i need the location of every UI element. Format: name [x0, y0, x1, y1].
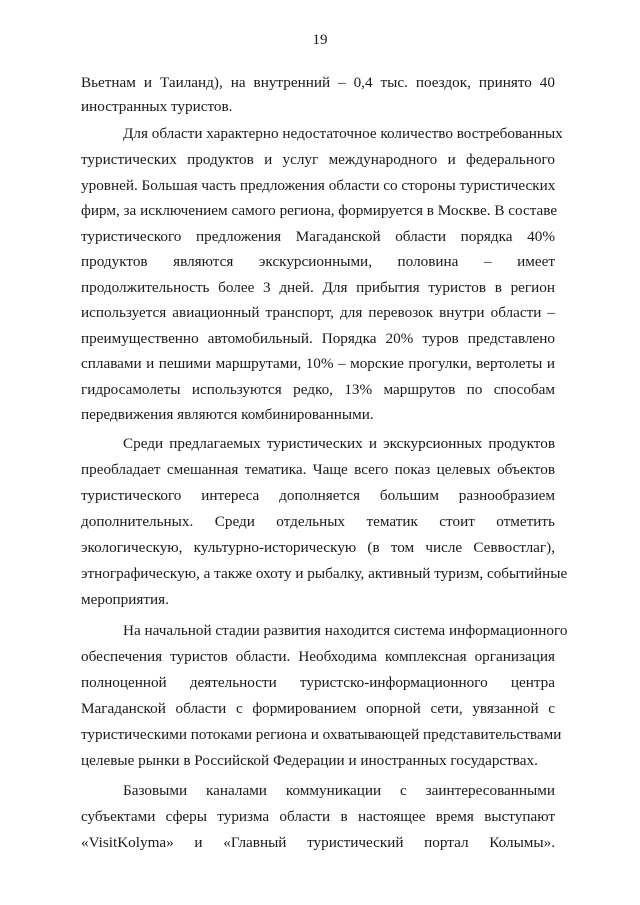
text-line: полноценной деятельности туристско-информационного центра: [81, 674, 555, 691]
text-line: продолжительность более 3 дней. Для прибытия туристов в регион: [81, 279, 555, 296]
text-line: Вьетнам и Таиланд), на внутренний – 0,4 тыс. поездок, принято 40: [81, 74, 555, 91]
text-line: туристическими потоками региона и охватывающей представительствами: [81, 726, 562, 743]
page-number: 19: [312, 32, 328, 48]
text-line: На начальной стадии развития находится система информационного: [123, 622, 568, 639]
text-line: обеспечения туристов области. Необходима комплексная организация: [81, 648, 555, 665]
text-line: фирм, за исключением самого региона, формируется в Москве. В составе: [81, 202, 558, 219]
text-line: Для области характерно недостаточное количество востребованных: [123, 125, 563, 142]
text-line: уровней. Большая часть предложения области со стороны туристических: [81, 177, 556, 194]
text-line: передвижения являются комбинированными.: [81, 406, 374, 423]
text-line: «VisitKolyma» и «Главный туристический портал Колымы».: [81, 834, 555, 851]
text-line: Магаданской области с формированием опорной сети, увязанной с: [81, 700, 555, 717]
text-line: экологическую, культурно-историческую (в том числе Севвостлаг),: [81, 539, 555, 556]
text-line: Среди предлагаемых туристических и экскурсионных продуктов: [123, 435, 555, 452]
text-line: туристического интереса дополняется большим разнообразием: [81, 487, 555, 504]
text-line: дополнительных. Среди отдельных тематик стоит отметить: [81, 513, 555, 530]
text-line: туристического предложения Магаданской области порядка 40%: [81, 228, 555, 245]
text-line: этнографическую, а также охоту и рыбалку, активный туризм, событийные: [81, 565, 568, 582]
text-line: целевые рынки в Российской Федерации и иностранных государствах.: [81, 752, 538, 769]
text-line: Базовыми каналами коммуникации с заинтересованными: [123, 782, 555, 799]
text-line: преобладает смешанная тематика. Чаще всего показ целевых объектов: [81, 461, 555, 478]
text-line: преимущественно автомобильный. Порядка 20% туров представлено: [81, 330, 555, 347]
text-line: гидросамолеты используются редко, 13% маршрутов по способам: [81, 381, 555, 398]
text-line: сплавами и пешими маршрутами, 10% – морские прогулки, вертолеты и: [81, 355, 555, 372]
text-line: используется авиационный транспорт, для перевозок внутри области –: [81, 304, 555, 321]
text-line: субъектами сферы туризма области в настоящее время выступают: [81, 808, 555, 825]
text-line: иностранных туристов.: [81, 98, 233, 115]
text-line: мероприятия.: [81, 591, 169, 608]
text-line: продуктов являются экскурсионными, половина – имеет: [81, 253, 555, 270]
text-line: туристических продуктов и услуг международного и федерального: [81, 151, 555, 168]
